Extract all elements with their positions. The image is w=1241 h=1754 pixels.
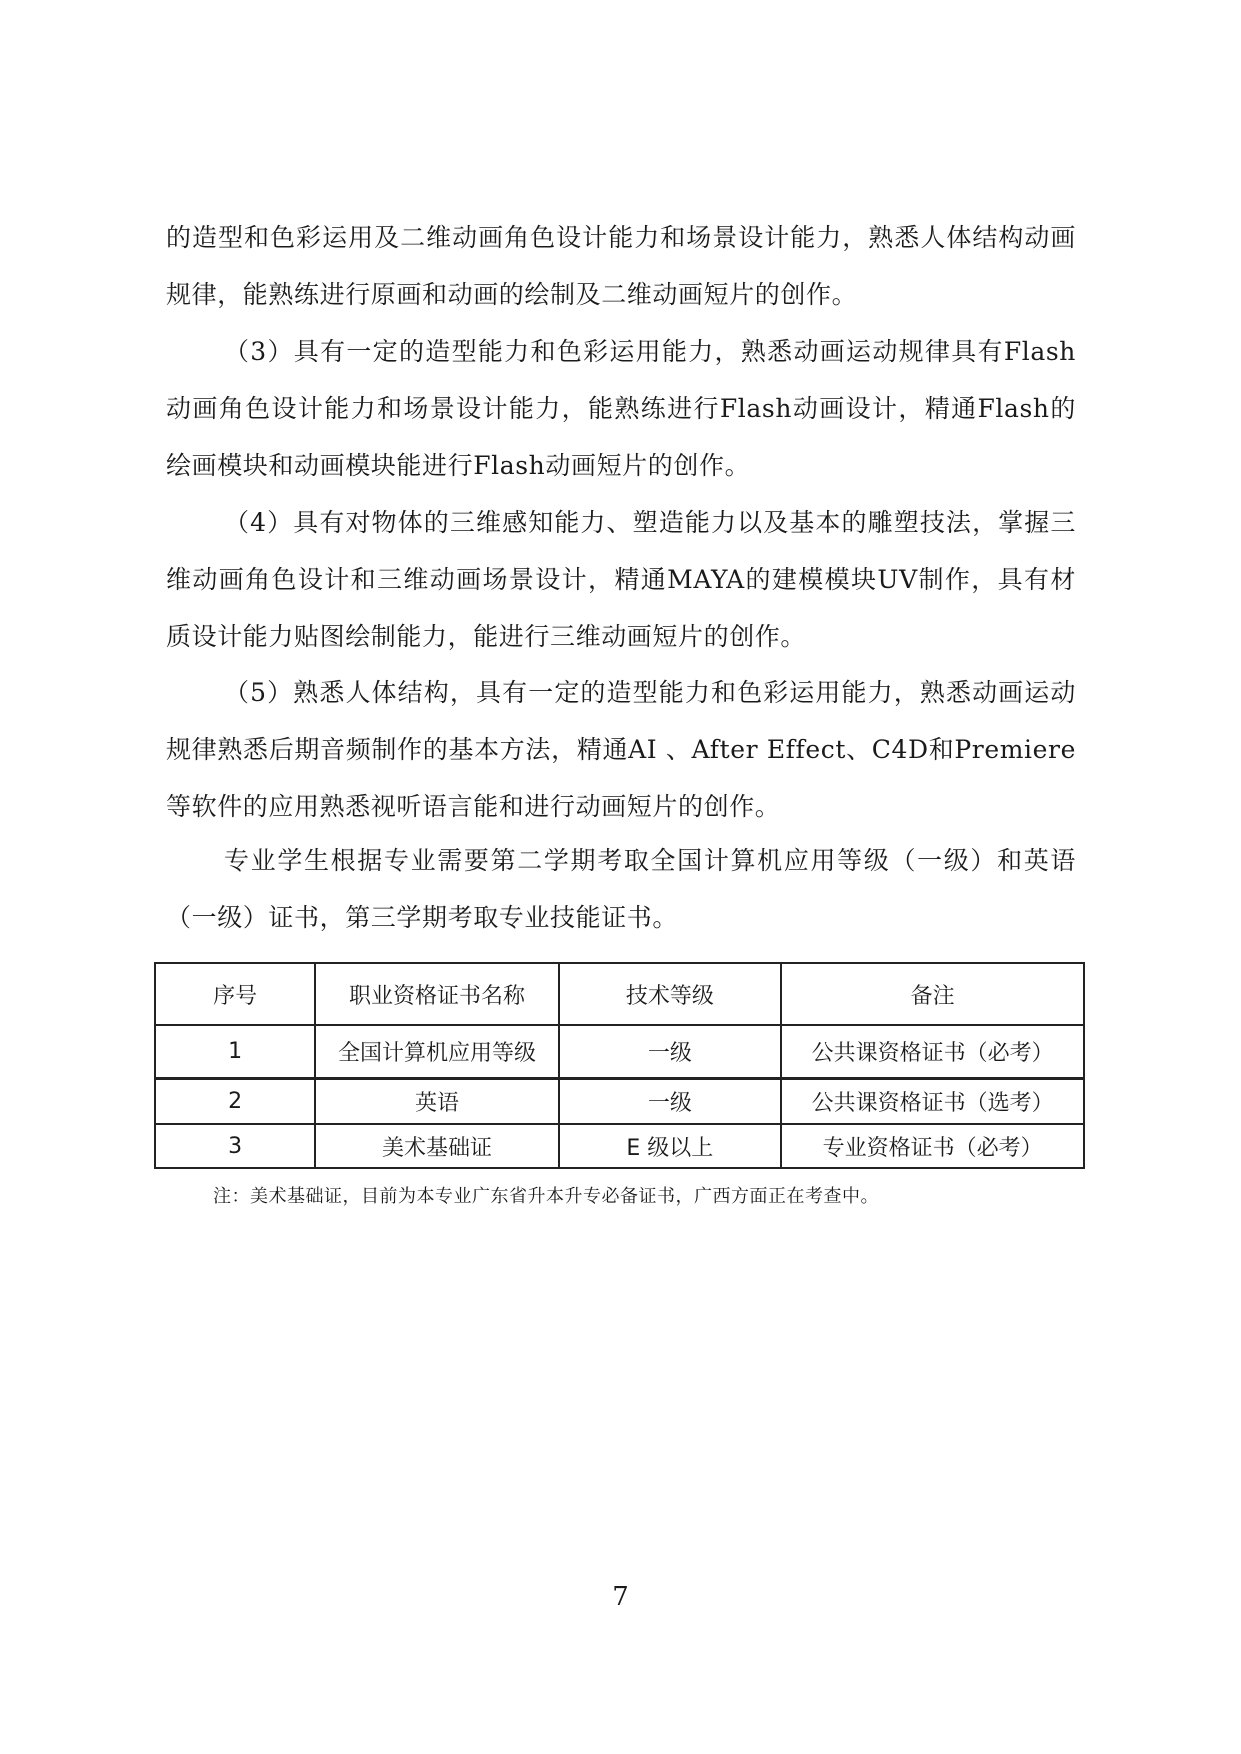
paragraph-continuation: 的造型和色彩运用及二维动画角色设计能力和场景设计能力，熟悉人体结构动画规律，能熟练进行原画和动画的绘制及二维动画短片的创作。 (166, 223, 1076, 309)
paragraph-item-5: （5）熟悉人体结构，具有一定的造型能力和色彩运用能力，熟悉动画运动规律熟悉后期音频制作的基本方法，精通AI 、After Effect、C4D和Premiere等软件的应用熟悉视听语言能和进行动画短片的创作。 (166, 678, 1076, 821)
cell-certificate-name: 全国计算机应用等级 (315, 1025, 558, 1078)
table-row (155, 1124, 1084, 1168)
cell-index: 2 (155, 1078, 315, 1124)
certificate-table (154, 962, 1085, 1169)
cell-certificate-name: 美术基础证 (315, 1124, 558, 1168)
cell-remarks: 公共课资格证书（必考） (781, 1025, 1084, 1078)
table-header-row (155, 963, 1084, 1025)
paragraph-item-4: （4）具有对物体的三维感知能力、塑造能力以及基本的雕塑技法，掌握三维动画角色设计和三维动画场景设计，精通MAYA的建模模块UV制作，具有材质设计能力贴图绘制能力，能进行三维动画短片的创作。 (166, 508, 1076, 651)
cell-level: 一级 (559, 1025, 782, 1078)
cell-index: 3 (155, 1124, 315, 1168)
cell-remarks: 专业资格证书（必考） (781, 1124, 1084, 1168)
header-cell-index: 序号 (155, 963, 315, 1025)
header-cell-level: 技术等级 (559, 963, 782, 1025)
table-footnote: 注：美术基础证，目前为本专业广东省升本升专必备证书，广西方面正在考查中。 (213, 1186, 879, 1207)
table-row (155, 1078, 1084, 1124)
header-cell-certificate-name: 职业资格证书名称 (315, 963, 558, 1025)
cell-index: 1 (155, 1025, 315, 1078)
page-number: 7 (612, 1582, 629, 1612)
paragraph-certificates: 专业学生根据专业需要第二学期考取全国计算机应用等级（一级）和英语（一级）证书，第三学期考取专业技能证书。 (166, 846, 1076, 932)
cell-level: 一级 (559, 1078, 782, 1124)
cell-level: E 级以上 (559, 1124, 782, 1168)
header-cell-remarks: 备注 (781, 963, 1084, 1025)
cell-certificate-name: 英语 (315, 1078, 558, 1124)
table-row (155, 1025, 1084, 1078)
paragraph-item-3: （3）具有一定的造型能力和色彩运用能力，熟悉动画运动规律具有Flash动画角色设计能力和场景设计能力，能熟练进行Flash动画设计，精通Flash的绘画模块和动画模块能进行Flash动画短片的创作。 (166, 337, 1076, 480)
cell-remarks: 公共课资格证书（选考） (781, 1078, 1084, 1124)
